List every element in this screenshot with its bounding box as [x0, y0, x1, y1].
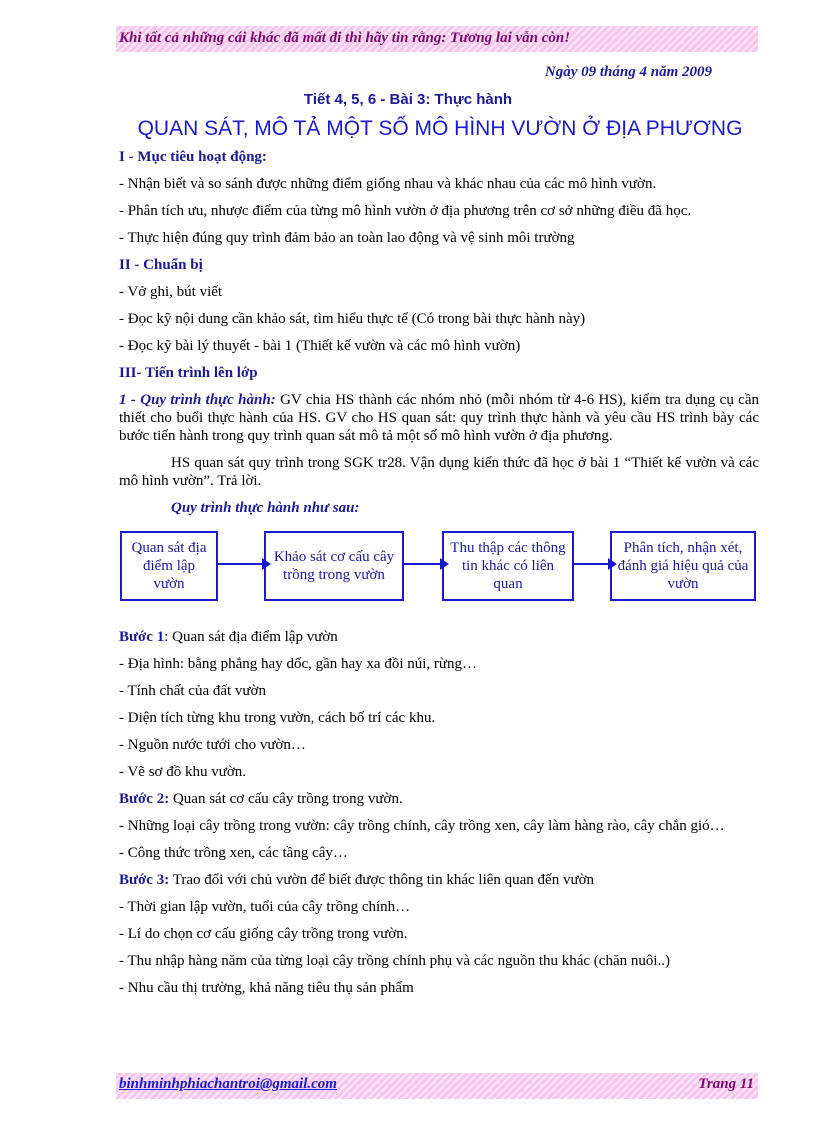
header-quote-banner: [116, 26, 758, 52]
footer-banner: [116, 1073, 758, 1099]
list-item: - Tính chất của đất vườn: [119, 683, 266, 699]
list-item: - Phân tích ưu, nhược điểm của từng mô hình vườn ở địa phương trên cơ sở những điều đã học.: [119, 203, 692, 219]
page-number: Trang 11: [698, 1076, 754, 1092]
procedure-paragraph: [119, 391, 759, 445]
step-text: Trao đổi với chủ vườn để biết được thông tin khác liên quan đến vườn: [169, 872, 595, 888]
flow-step-box: Phân tích, nhận xét, đánh giá hiệu quả của vườn: [610, 531, 756, 601]
section-heading-procedure: III- Tiến trình lên lớp: [119, 365, 258, 381]
list-item: - Vẽ sơ đồ khu vườn.: [119, 764, 247, 780]
step-text: Quan sát cơ cấu cây trồng trong vườn.: [169, 791, 403, 807]
list-item: - Thời gian lập vườn, tuổi của cây trồng chính…: [119, 899, 411, 915]
list-item: - Diện tích từng khu trong vườn, cách bố trí các khu.: [119, 710, 436, 726]
list-item: - Công thức trồng xen, các tầng cây…: [119, 845, 348, 861]
lesson-heading: Tiết 4, 5, 6 - Bài 3: Thực hành: [303, 91, 513, 108]
list-item: - Nhận biết và so sánh được những điểm giống nhau và khác nhau của các mô hình vườn.: [119, 176, 657, 192]
flow-step-box: Quan sát địa điểm lập vườn: [120, 531, 218, 601]
step-1-heading: [119, 628, 759, 646]
procedure-label: 1 - Quy trình thực hành:: [119, 392, 276, 408]
list-item: - Đọc kỹ bài lý thuyết - bài 1 (Thiết kế vườn và các mô hình vườn): [119, 338, 521, 354]
process-flowchart: [116, 531, 759, 615]
step-3-heading: [119, 871, 759, 889]
arrow-right-icon: [574, 563, 610, 565]
document-body: [119, 148, 759, 1006]
flow-step-box: Khảo sát cơ cấu cây trồng trong vườn: [264, 531, 404, 601]
section-heading-objectives: I - Mục tiêu hoạt động:: [119, 149, 267, 165]
step-label: Bước 1: [119, 629, 165, 645]
list-item: - Thực hiện đúng quy trình đảm bảo an toàn lao động và vệ sinh môi trường: [119, 230, 575, 246]
list-item: - Lí do chọn cơ cấu giống cây trồng trong vườn.: [119, 926, 408, 942]
flow-step-box: Thu thập các thông tin khác có liên quan: [442, 531, 574, 601]
page-title: QUAN SÁT, MÔ TẢ MỘT SỐ MÔ HÌNH VƯỜN Ở ĐỊA PHƯƠNG: [137, 117, 743, 140]
header-quote: Khi tất cả những cái khác đã mất đi thì hãy tin rằng: Tương lai vẫn còn!: [119, 30, 571, 46]
list-item: - Địa hình: bằng phẳng hay dốc, gần hay xa đồi núi, rừng…: [119, 656, 478, 672]
arrow-right-icon: [218, 563, 264, 565]
step-text: : Quan sát địa điểm lập vườn: [164, 629, 338, 645]
list-item: - Thu nhập hàng năm của từng loại cây trồng chính phụ và các nguồn thu khác (chăn nuôi..): [119, 953, 671, 969]
list-item: - Những loại cây trồng trong vườn: cây trồng chính, cây trồng xen, cây làm hàng rào, cây chắn gió…: [119, 818, 725, 834]
document-date: Ngày 09 tháng 4 năm 2009: [544, 64, 712, 80]
list-item: - Vở ghi, bút viết: [119, 284, 223, 300]
step-label: Bước 3:: [119, 872, 170, 888]
step-label: Bước 2:: [119, 791, 170, 807]
arrow-right-icon: [404, 563, 442, 565]
step-2-heading: [119, 790, 759, 808]
list-item: - Nguồn nước tưới cho vườn…: [119, 737, 306, 753]
footer-email-link[interactable]: binhminhphiachantroi@gmail.com: [119, 1076, 337, 1092]
flow-intro: Quy trình thực hành như sau:: [171, 500, 360, 516]
section-heading-preparation: II - Chuẩn bị: [119, 257, 203, 273]
list-item: - Nhu cầu thị trường, khả năng tiêu thụ sản phẩm: [119, 980, 414, 996]
observation-paragraph: HS quan sát quy trình trong SGK tr28. Vận dụng kiến thức đã học ở bài 1 “Thiết kế vườn và các mô hình vườn”. Trả lời.: [119, 455, 759, 489]
list-item: - Đọc kỹ nội dung cần khảo sát, tìm hiểu thực tế (Có trong bài thực hành này): [119, 311, 586, 327]
procedure-text: GV chia HS thành các nhóm nhỏ (mỗi nhóm từ 4-6 HS), kiểm tra dụng cụ cần thiết cho buổi thực hành của HS. GV cho HS quan sát: quy trình thực hành và yêu cầu HS trình bày các bước tiến hành trong quy trình quan sát mô tả một số mô hình vườn ở địa phương.: [119, 392, 759, 444]
